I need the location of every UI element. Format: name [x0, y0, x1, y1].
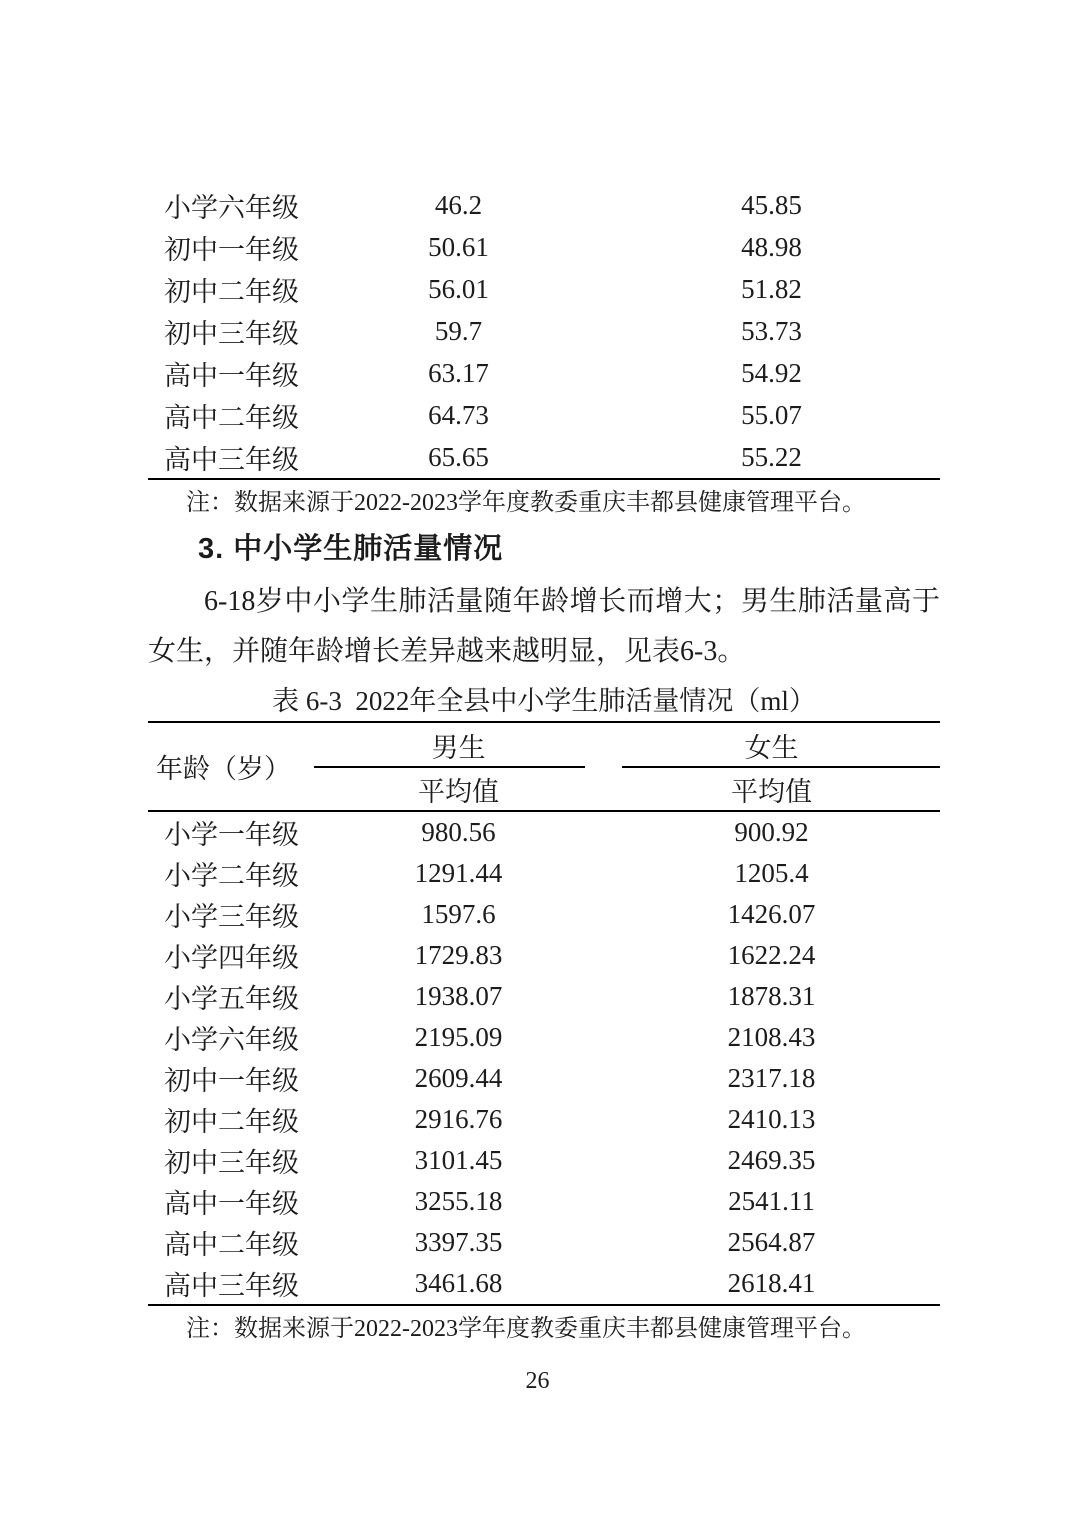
female-value-cell: 1205.4 — [734, 858, 809, 888]
table-body — [148, 812, 940, 1304]
female-value-cell: 55.07 — [741, 399, 802, 430]
grade-cell: 高中三年级 — [164, 444, 299, 475]
grade-cell: 小学四年级 — [164, 943, 299, 973]
grade-cell: 小学六年级 — [164, 192, 299, 223]
table-row — [148, 1017, 940, 1058]
male-value-cell: 63.17 — [428, 357, 489, 388]
female-group-label: 女生 — [744, 733, 799, 763]
grade-cell: 初中三年级 — [164, 318, 299, 349]
female-value-cell: 2564.87 — [727, 1227, 816, 1257]
female-value-cell: 55.22 — [741, 441, 802, 472]
table-note: 注：数据来源于2022-2023学年度教委重庆丰都县健康管理平台。 — [186, 490, 866, 516]
male-value-cell: 46.2 — [434, 189, 483, 220]
table-row — [148, 935, 940, 976]
female-value-cell: 2618.41 — [727, 1268, 816, 1298]
table-header — [148, 723, 940, 812]
male-header-rule — [314, 766, 585, 768]
grade-cell: 高中一年级 — [164, 360, 299, 391]
female-value-cell: 1426.07 — [727, 899, 816, 929]
male-value-cell: 59.7 — [434, 315, 483, 346]
table-row — [148, 812, 940, 853]
grade-cell: 小学二年级 — [164, 861, 299, 891]
table-row — [148, 1140, 940, 1181]
male-value-cell: 3461.68 — [414, 1268, 503, 1298]
table-row — [148, 1099, 940, 1140]
female-value-cell: 2108.43 — [727, 1022, 816, 1052]
continuation-table — [148, 184, 940, 480]
male-value-cell: 3397.35 — [414, 1227, 503, 1257]
female-value-cell: 1878.31 — [727, 981, 816, 1011]
table-row — [148, 853, 940, 894]
grade-cell: 初中二年级 — [164, 276, 299, 307]
female-value-cell: 2469.35 — [727, 1145, 816, 1175]
female-average-header: 平均值 — [731, 776, 812, 807]
table-row — [148, 976, 940, 1017]
male-value-cell: 50.61 — [428, 231, 489, 262]
table-row — [148, 268, 940, 310]
page-content — [148, 0, 940, 1343]
male-value-cell: 3255.18 — [414, 1186, 503, 1216]
grade-cell: 初中一年级 — [164, 1066, 299, 1096]
table-row — [148, 226, 940, 268]
grade-cell: 初中一年级 — [164, 234, 299, 265]
male-value-cell: 1729.83 — [414, 940, 503, 970]
grade-cell: 高中三年级 — [164, 1271, 299, 1301]
female-group-header — [603, 723, 940, 768]
table-row — [148, 1263, 940, 1304]
grade-cell: 高中二年级 — [164, 402, 299, 433]
table-caption: 表 6-3 2022年全县中小学生肺活量情况（ml） — [272, 686, 816, 716]
male-group-header — [314, 723, 603, 768]
male-value-cell: 64.73 — [428, 399, 489, 430]
male-value-cell: 2916.76 — [414, 1104, 503, 1134]
table-row — [148, 894, 940, 935]
table-row — [148, 1181, 940, 1222]
table-row — [148, 394, 940, 436]
male-value-cell: 3101.45 — [414, 1145, 503, 1175]
section-heading: 3. 中小学生肺活量情况 — [198, 533, 504, 565]
table-row — [148, 352, 940, 394]
table-row — [148, 310, 940, 352]
female-header-rule — [622, 766, 940, 768]
male-value-cell: 2195.09 — [414, 1022, 503, 1052]
male-value-cell: 65.65 — [428, 441, 489, 472]
female-value-cell: 54.92 — [741, 357, 802, 388]
table-note: 注：数据来源于2022-2023学年度教委重庆丰都县健康管理平台。 — [186, 1316, 866, 1342]
grade-cell: 小学六年级 — [164, 1025, 299, 1055]
grade-cell: 小学一年级 — [164, 820, 299, 850]
table-row — [148, 184, 940, 226]
male-average-header: 平均值 — [418, 776, 499, 807]
male-value-cell: 1938.07 — [414, 981, 503, 1011]
female-value-cell: 2410.13 — [727, 1104, 816, 1134]
male-value-cell: 1291.44 — [414, 858, 503, 888]
female-value-cell: 900.92 — [734, 817, 809, 847]
male-value-cell: 56.01 — [428, 273, 489, 304]
female-value-cell: 2317.18 — [727, 1063, 816, 1093]
male-value-cell: 2609.44 — [414, 1063, 503, 1093]
table-row — [148, 1222, 940, 1263]
grade-cell: 小学五年级 — [164, 984, 299, 1014]
age-column-header: 年龄（岁） — [156, 754, 291, 784]
female-value-cell: 53.73 — [741, 315, 802, 346]
table-row — [148, 436, 940, 478]
male-value-cell: 1597.6 — [421, 899, 496, 929]
grade-cell: 高中二年级 — [164, 1230, 299, 1260]
male-value-cell: 980.56 — [421, 817, 496, 847]
grade-cell: 初中三年级 — [164, 1148, 299, 1178]
grade-cell: 小学三年级 — [164, 902, 299, 932]
female-value-cell: 45.85 — [741, 189, 802, 220]
page-number: 26 — [525, 1368, 550, 1394]
table-row — [148, 1058, 940, 1099]
body-paragraph: 6-18岁中小学生肺活量随年龄增长而增大；男生肺活量高于女生，并随年龄增长差异越来越明显，见表6-3。 — [148, 586, 940, 667]
grade-cell: 高中一年级 — [164, 1189, 299, 1219]
female-value-cell: 2541.11 — [728, 1186, 815, 1216]
lung-capacity-table — [148, 721, 940, 1306]
female-value-cell: 48.98 — [741, 231, 802, 262]
female-value-cell: 51.82 — [741, 273, 802, 304]
male-group-label: 男生 — [431, 733, 486, 763]
grade-cell: 初中二年级 — [164, 1107, 299, 1137]
female-value-cell: 1622.24 — [727, 940, 816, 970]
